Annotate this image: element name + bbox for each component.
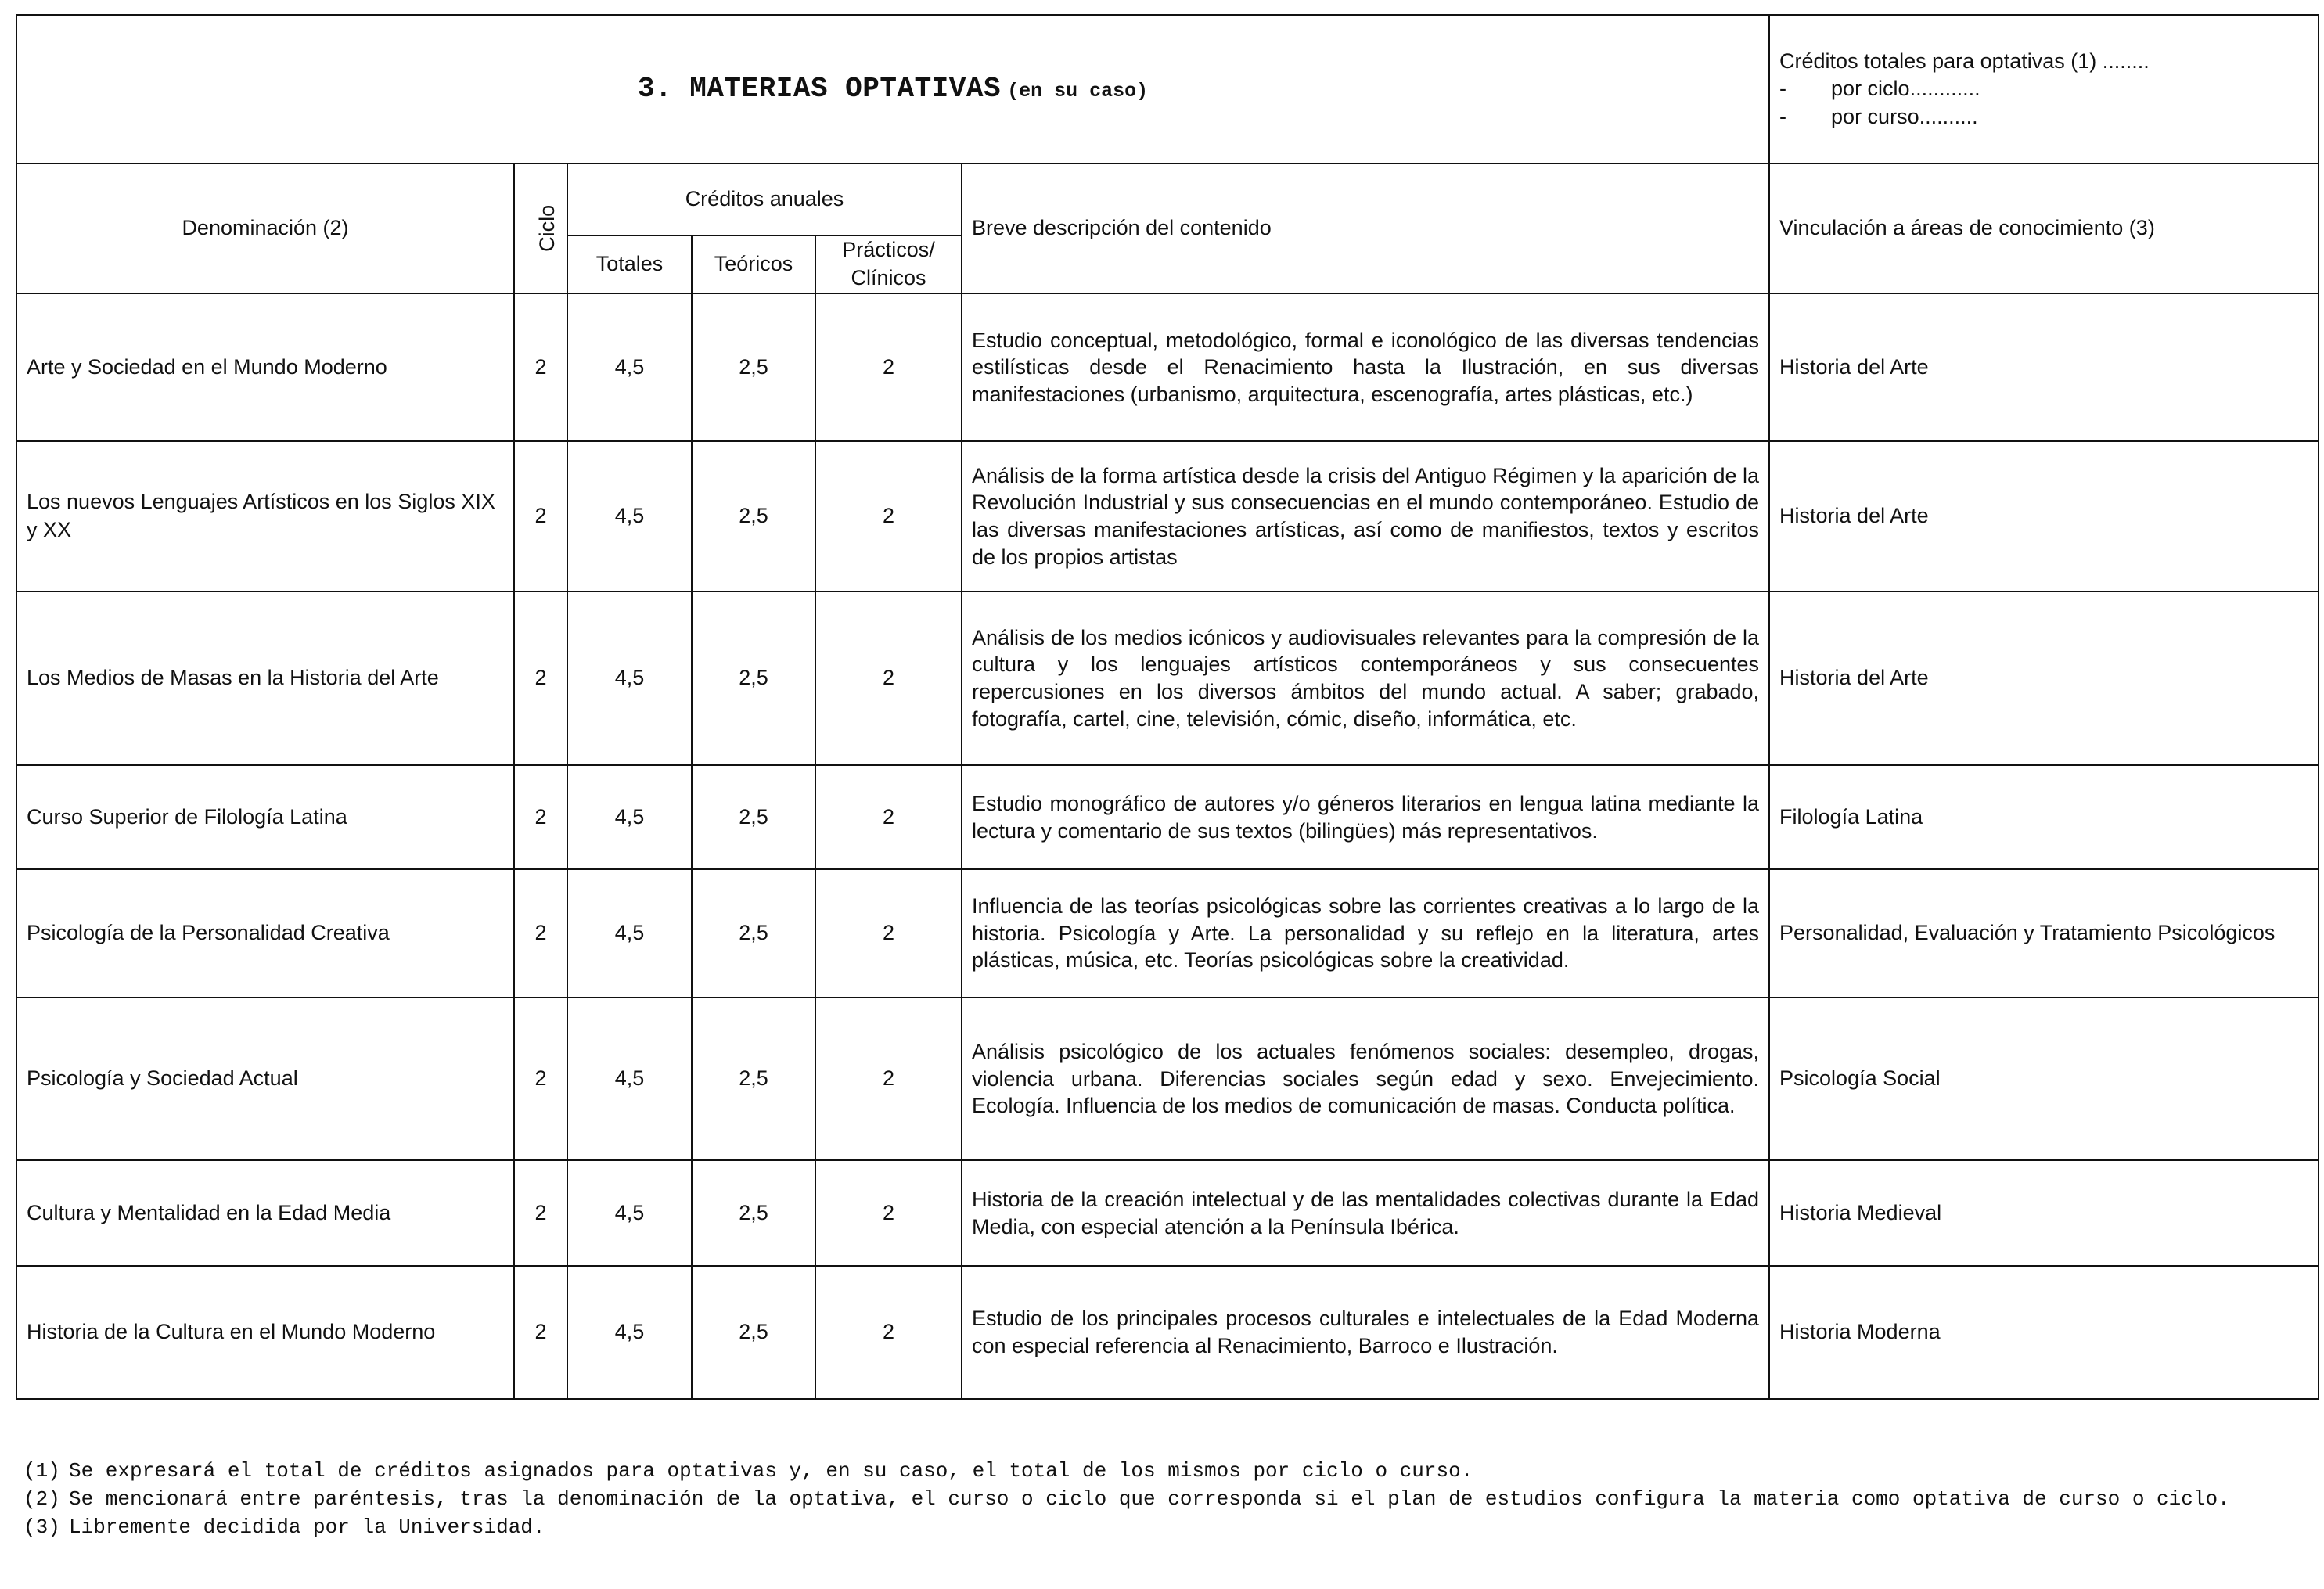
- content-description: Historia de la creación intelectual y de las mentalidades colectivas durante la Edad Media, con especial atención a la Península Ibérica.: [962, 1160, 1769, 1266]
- teoricos-value: 2,5: [692, 869, 815, 998]
- content-description: Estudio monográfico de autores y/o géneros literarios en lengua latina mediante la lectura y comentario de sus textos (bilingües) más representativos.: [962, 765, 1769, 869]
- practicos-value: 2: [815, 293, 962, 441]
- practicos-value: 2: [815, 765, 962, 869]
- totales-value: 4,5: [567, 1160, 692, 1266]
- footnotes: [23, 1457, 2293, 1541]
- teoricos-value: 2,5: [692, 591, 815, 765]
- total-credits-cell: [1769, 15, 2319, 164]
- knowledge-area: Historia del Arte: [1769, 591, 2319, 765]
- table-row: [16, 1160, 2319, 1266]
- ciclo-value: 2: [514, 441, 567, 591]
- ciclo-value: 2: [514, 293, 567, 441]
- practicos-value: 2: [815, 591, 962, 765]
- content-description: Influencia de las teorías psicológicas sobre las corrientes creativas a lo largo de la historia. Psicología y Arte. La personalidad y su reflejo en la literatura, artes plásticas, música, etc. Teorías psicológicas sobre la creatividad.: [962, 869, 1769, 998]
- header-totales: Totales: [567, 235, 692, 293]
- table-row: [16, 293, 2319, 441]
- header-descripcion: Breve descripción del contenido: [962, 164, 1769, 293]
- content-description: Estudio de los principales procesos culturales e intelectuales de la Edad Moderna con especial referencia al Renacimiento, Barroco e Ilustración.: [962, 1266, 1769, 1399]
- header-row-1: [16, 164, 2319, 235]
- subject-name: Los nuevos Lenguajes Artísticos en los Siglos XIX y XX: [16, 441, 514, 591]
- knowledge-area: Historia Moderna: [1769, 1266, 2319, 1399]
- subject-name: Arte y Sociedad en el Mundo Moderno: [16, 293, 514, 441]
- footnote: (3) Libremente decidida por la Universidad.: [23, 1515, 545, 1539]
- practicos-value: 2: [815, 869, 962, 998]
- knowledge-area: Psicología Social: [1769, 998, 2319, 1160]
- practicos-value: 2: [815, 441, 962, 591]
- table-row: [16, 998, 2319, 1160]
- knowledge-area: Personalidad, Evaluación y Tratamiento Psicológicos: [1769, 869, 2319, 998]
- table-row: [16, 591, 2319, 765]
- header-vinculacion: Vinculación a áreas de conocimiento (3): [1769, 164, 2319, 293]
- knowledge-area: Filología Latina: [1769, 765, 2319, 869]
- totales-value: 4,5: [567, 1266, 692, 1399]
- table-row: [16, 869, 2319, 998]
- teoricos-value: 2,5: [692, 1160, 815, 1266]
- total-credits-label: Créditos totales para optativas (1) ........: [1779, 49, 2150, 73]
- header-practicos: Prácticos/ Clínicos: [815, 235, 962, 293]
- knowledge-area: Historia del Arte: [1769, 441, 2319, 591]
- totales-value: 4,5: [567, 998, 692, 1160]
- teoricos-value: 2,5: [692, 293, 815, 441]
- subject-name: Historia de la Cultura en el Mundo Moderno: [16, 1266, 514, 1399]
- content-description: Análisis psicológico de los actuales fenómenos sociales: desempleo, drogas, violencia urbana. Diferencias sociales según edad y sexo. Envejecimiento. Ecología. Influencia de los medios de comunicación de masas. Conducta política.: [962, 998, 1769, 1160]
- subject-name: Psicología de la Personalidad Creativa: [16, 869, 514, 998]
- subject-name: Psicología y Sociedad Actual: [16, 998, 514, 1160]
- ciclo-value: 2: [514, 765, 567, 869]
- totales-value: 4,5: [567, 591, 692, 765]
- totales-value: 4,5: [567, 293, 692, 441]
- section-subtitle: (en su caso): [1007, 80, 1149, 103]
- content-description: Estudio conceptual, metodológico, formal e iconológico de las diversas tendencias estilísticas desde el Renacimiento hasta la Ilustración, en sus diversas manifestaciones (urbanismo, arquitectura, escenografía, artes plásticas, etc.): [962, 293, 1769, 441]
- teoricos-value: 2,5: [692, 998, 815, 1160]
- ciclo-value: 2: [514, 1266, 567, 1399]
- section-title: 3. MATERIAS OPTATIVAS: [637, 73, 1002, 106]
- footnote: (2) Se mencionará entre paréntesis, tras la denominación de la optativa, el curso o ciclo que corresponda si el plan de estudios configura la materia como optativa de curso o ciclo.: [23, 1487, 2230, 1511]
- ciclo-value: 2: [514, 1160, 567, 1266]
- table-row: [16, 1266, 2319, 1399]
- table-row: [16, 765, 2319, 869]
- practicos-value: 2: [815, 1266, 962, 1399]
- totales-value: 4,5: [567, 869, 692, 998]
- practicos-value: 2: [815, 998, 962, 1160]
- ciclo-value: 2: [514, 591, 567, 765]
- knowledge-area: Historia Medieval: [1769, 1160, 2319, 1266]
- knowledge-area: Historia del Arte: [1769, 293, 2319, 441]
- totales-value: 4,5: [567, 441, 692, 591]
- content-description: Análisis de los medios icónicos y audiovisuales relevantes para la compresión de la cultura y los lenguajes artísticos contemporáneos y sus consecuentes repercusiones en los diversos ámbitos del mundo actual. A saber; grabado, fotografía, cartel, cine, televisión, cómic, diseño, informática, etc.: [962, 591, 1769, 765]
- subject-name: Los Medios de Masas en la Historia del Arte: [16, 591, 514, 765]
- teoricos-value: 2,5: [692, 765, 815, 869]
- section-title-cell: [16, 15, 1769, 164]
- per-course-line: - por curso..........: [1779, 104, 1978, 128]
- teoricos-value: 2,5: [692, 441, 815, 591]
- header-denominacion: Denominación (2): [16, 164, 514, 293]
- title-row: [16, 15, 2319, 164]
- per-cycle-line: - por ciclo............: [1779, 77, 1980, 101]
- subject-name: Curso Superior de Filología Latina: [16, 765, 514, 869]
- subject-name: Cultura y Mentalidad en la Edad Media: [16, 1160, 514, 1266]
- header-teoricos: Teóricos: [692, 235, 815, 293]
- ciclo-value: 2: [514, 998, 567, 1160]
- totales-value: 4,5: [567, 765, 692, 869]
- header-creditos-anuales: Créditos anuales: [567, 164, 962, 235]
- content-description: Análisis de la forma artística desde la crisis del Antiguo Régimen y la aparición de la Revolución Industrial y sus consecuencias en el mundo contemporáneo. Estudio de las diversas manifestaciones artísticas, así como de manifiestos, textos y escritos de los propios artistas: [962, 441, 1769, 591]
- footnote: (1) Se expresará el total de créditos asignados para optativas y, en su caso, el total de los mismos por ciclo o curso.: [23, 1459, 1473, 1483]
- optional-subjects-table: [16, 14, 2319, 1400]
- ciclo-value: 2: [514, 869, 567, 998]
- practicos-value: 2: [815, 1160, 962, 1266]
- teoricos-value: 2,5: [692, 1266, 815, 1399]
- header-ciclo: Ciclo: [514, 164, 567, 293]
- table-row: [16, 441, 2319, 591]
